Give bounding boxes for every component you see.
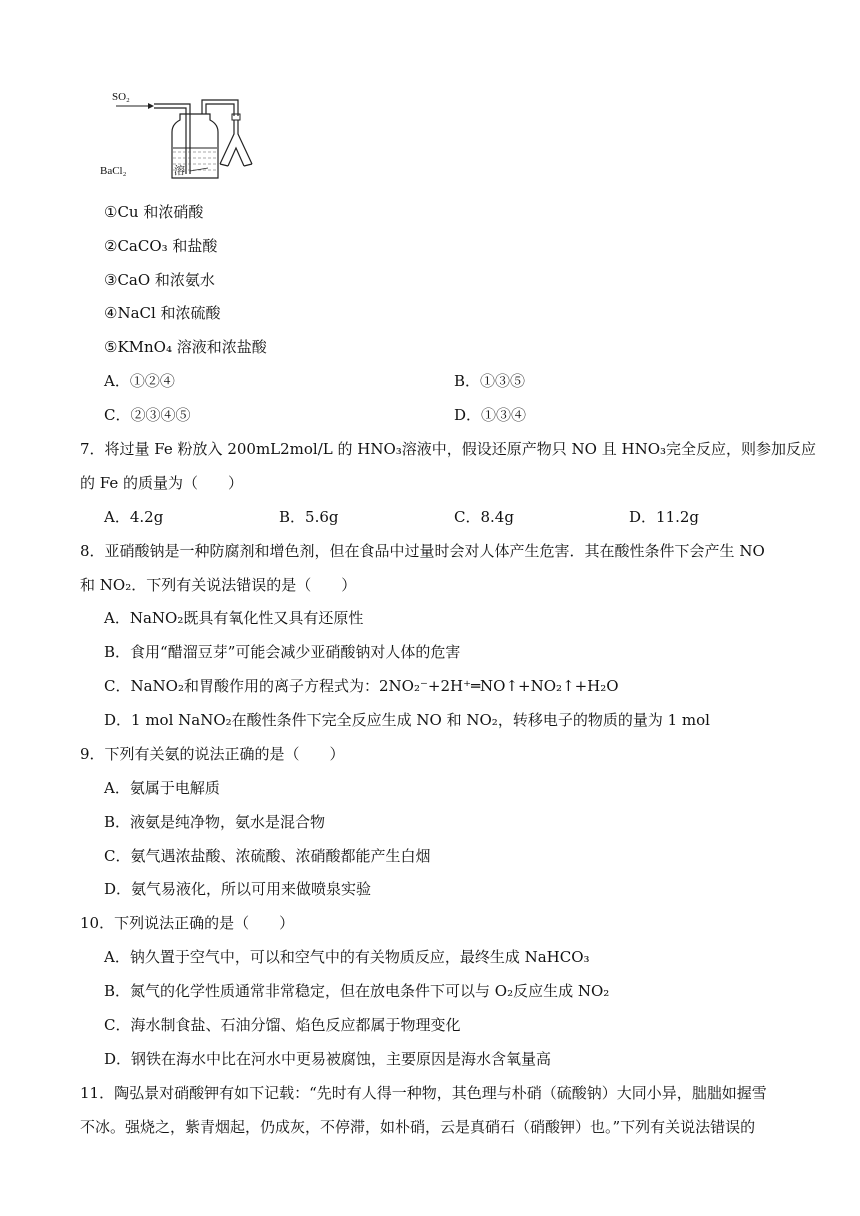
q11-stem-line1: 11．陶弘景对硝酸钾有如下记载：“先时有人得一种物，其色理与朴硝（硫酸钠）大同小异，朏朏如握雪 — [80, 1084, 767, 1102]
q8-stem-line1: 8．亚硝酸钠是一种防腐剂和增色剂，但在食品中过量时会对人体产生危害．其在酸性条件下会产生 NO — [80, 542, 765, 560]
q6-item-1: ①Cu 和浓硝酸 — [104, 203, 204, 221]
q8-option-c[interactable]: C．NaNO₂和胃酸作用的离子方程式为：2NO₂⁻+2H⁺═NO↑+NO₂↑+H₂O — [104, 677, 619, 695]
q10-stem: 10．下列说法正确的是（ ） — [80, 914, 295, 932]
q9-option-c[interactable]: C．氨气遇浓盐酸、浓硫酸、浓硝酸都能产生白烟 — [104, 847, 431, 865]
q7-stem-line1: 7．将过量 Fe 粉放入 200mL2mol/L 的 HNO₃溶液中，假设还原产物只 NO 且 HNO₃完全反应，则参加反应 — [80, 440, 817, 458]
q7-option-c[interactable]: C．8.4g — [454, 508, 514, 526]
q6-item-4: ④NaCl 和浓硫酸 — [104, 304, 221, 322]
q6-item-3: ③CaO 和浓氨水 — [104, 271, 215, 289]
q10-option-a[interactable]: A．钠久置于空气中，可以和空气中的有关物质反应，最终生成 NaHCO₃ — [104, 948, 590, 966]
q10-option-d[interactable]: D．钢铁在海水中比在河水中更易被腐蚀，主要原因是海水含氧量高 — [104, 1050, 552, 1068]
gas-washing-bottle-diagram — [98, 86, 273, 186]
q8-option-b[interactable]: B．食用“醋溜豆芽”可能会减少亚硝酸钠对人体的危害 — [104, 643, 461, 661]
q9-option-a[interactable]: A．氨属于电解质 — [104, 779, 220, 797]
q7-option-d[interactable]: D．11.2g — [629, 508, 700, 526]
q6-option-d[interactable]: D．①③④ — [454, 406, 527, 424]
q8-option-d[interactable]: D．1 mol NaNO₂在酸性条件下完全反应生成 NO 和 NO₂，转移电子的物质的量为 1 mol — [104, 711, 710, 729]
q6-option-b[interactable]: B．①③⑤ — [454, 372, 526, 390]
q9-option-d[interactable]: D．氨气易液化，所以可用来做喷泉实验 — [104, 880, 372, 898]
q11-stem-line2: 不冰。强烧之，紫青烟起，仍成灰，不停滞，如朴硝，云是真硝石（硝酸钾）也。”下列有关说法错误的 — [80, 1118, 756, 1136]
q10-option-b[interactable]: B．氮气的化学性质通常非常稳定，但在放电条件下可以与 O₂反应生成 NO₂ — [104, 982, 610, 1000]
gas-label: SO₂ — [112, 91, 130, 103]
solution-label-suffix: 溶 — [174, 165, 185, 177]
q9-option-b[interactable]: B．液氨是纯净物，氨水是混合物 — [104, 813, 326, 831]
apparatus-figure — [98, 86, 273, 186]
q7-option-b[interactable]: B．5.6g — [279, 508, 339, 526]
q8-option-a[interactable]: A．NaNO₂既具有氧化性又具有还原性 — [104, 609, 364, 627]
q6-option-a[interactable]: A．①②④ — [104, 372, 175, 390]
q6-item-5: ⑤KMnO₄ 溶液和浓盐酸 — [104, 338, 267, 356]
q9-stem: 9．下列有关氨的说法正确的是（ ） — [80, 745, 345, 763]
q10-option-c[interactable]: C．海水制食盐、石油分馏、焰色反应都属于物理变化 — [104, 1016, 461, 1034]
q7-option-a[interactable]: A．4.2g — [104, 508, 164, 526]
q6-item-2: ②CaCO₃ 和盐酸 — [104, 237, 218, 255]
q6-option-c[interactable]: C．②③④⑤ — [104, 406, 191, 424]
q8-stem-line2: 和 NO₂．下列有关说法错误的是（ ） — [80, 576, 357, 594]
solution-label: BaCl₂ — [100, 165, 127, 177]
q7-stem-line2: 的 Fe 的质量为（ ） — [80, 474, 244, 492]
